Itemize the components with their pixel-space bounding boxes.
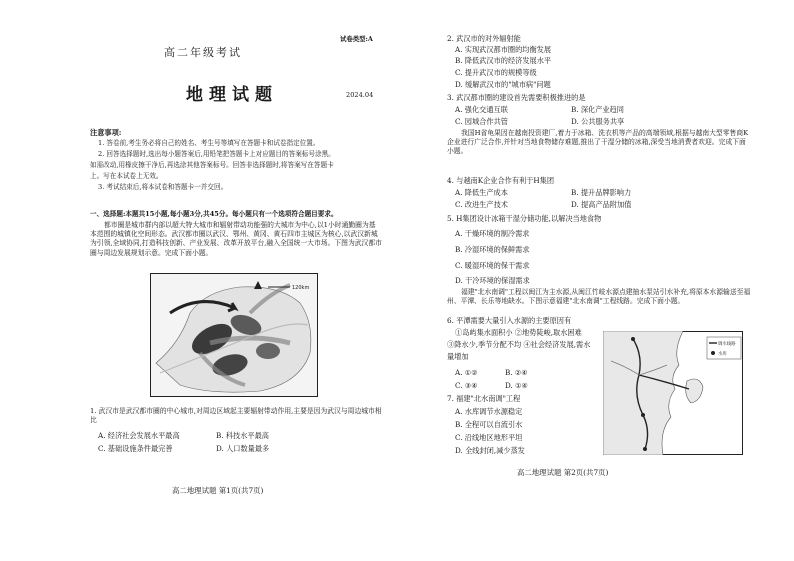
q2-option-c: C. 提升武汉市的规模等级 (455, 68, 537, 77)
q6-option-b: B. ②④ (505, 368, 528, 377)
q6-option-c: C. ③④ (455, 381, 478, 390)
q6-stem: 6. 平潭需要大量引入水源的主要原因有 (447, 316, 572, 325)
q5-option-c: C. 暖湿环境的保干需求 (455, 261, 530, 270)
q3-option-c: C. 园城合作共管 (455, 117, 508, 126)
q5-option-a: A. 干燥环境的制冷需求 (455, 229, 530, 238)
q5-stem: 5. H集团设计冰箱干湿分储功能,以解决当地食物 (447, 214, 602, 223)
footer-page-1: 高二地理试题 第1页(共7页) (172, 486, 264, 495)
page-right (397, 0, 794, 561)
q5-option-d: D. 干冷环境的保湿需求 (455, 276, 530, 285)
core-area-4 (256, 343, 280, 359)
q3-option-a: A. 强化交通互联 (455, 105, 508, 114)
q2-stem: 2. 武汉市的对外辐射能 (447, 34, 521, 43)
q2-option-a: A. 实现武汉都市圈的均衡发展 (455, 45, 552, 54)
legend-reservoir-label: 水库 (718, 352, 727, 357)
intro-passage-2: 我国H省龟果因在越南投资建厂,着力于冰箱、洗衣机等产品的高端领域,根据与越南大型零售商K企业进行广泛合作,并针对当地食物储存难题,推出了干湿分储的冰箱,深受当地消费者欢迎。完成下面小题。 (447, 129, 749, 156)
q3-option-b: B. 深化产业趋同 (571, 105, 624, 114)
q6-item-line-1: ①岛屿集水面积小 ②地势陡峻,取水困难 (455, 328, 582, 337)
reservoir-marker-3 (643, 447, 647, 451)
reservoir-marker-2 (641, 413, 645, 417)
q5-option-b: B. 冷湿环境的保鲜需求 (455, 245, 530, 254)
q3-option-d: D. 公共服务共享 (571, 117, 625, 126)
footer-page-2: 高二地理试题 第2页(共7页) (517, 468, 609, 477)
q6-option-d: D. ①④ (505, 381, 528, 390)
q7-option-b: B. 全程可以自流引水 (455, 420, 523, 429)
section-heading: 一、选择题:本题共15小题,每小题3分,共45分。每小题只有一个选项符合题目要求。 (90, 210, 338, 218)
exam-title: 高二年级考试 (164, 46, 242, 59)
q6-item-line-3: 量增加 (447, 352, 469, 361)
q4-option-d: D. 提高产品附加值 (571, 200, 632, 209)
intro-passage-3: 福建"北水南调"工程以闽江为主水源,从闽江竹岐水源点建抽水泵站引水补充,将原本水源输送至福州、平潭、长乐等地缺水。下图示意福建"北水南调"工程线路。完成下面小题。 (447, 288, 751, 306)
q7-option-d: D. 全线封闭,减少蒸发 (455, 446, 525, 455)
intro-passage-1: 都市圈是城市群内部以超大特大城市和辐射带动功能强的大城市为中心,以1小时通勤圈为基本范围的城镇化空间形态。武汉都市圈以武汉、鄂州、黄冈、黄石四市主城区为核心,以武汉新城为引领,全域协同,打造科技创新、产业发展、改革开放平台,融入全国统一大市场。下图为武汉都市圈与周边发展规划示意。完成下面小题。 (90, 221, 382, 257)
exam-date: 2024.04 (346, 91, 374, 99)
note-2-end: 上。写在本试卷上无效。 (90, 172, 163, 180)
note-3: 3. 考试结束后,将本试卷和答题卡一并交回。 (98, 183, 228, 191)
wuhan-map-svg (150, 273, 318, 397)
wuhan-metro-map (150, 273, 318, 397)
q1-stem: 1. 武汉市是武汉都市圈的中心城市,对周边区域起主要辐射带动作用,主要是因为武汉与周边城市相比 (90, 407, 382, 425)
notes-heading: 注意事项: (90, 128, 122, 137)
q1-option-a: A. 经济社会发展水平最高 (98, 431, 180, 440)
paper-type: 试卷类型:A (340, 35, 373, 43)
q1-option-d: D. 人口数量最多 (216, 444, 270, 453)
q6-option-a: A. ①② (455, 368, 478, 377)
fujian-diversion-map (603, 331, 743, 455)
note-2-cont: 如需改动,用橡皮擦干净后,再选涂其他答案标号。回答非选择题时,将答案写在答题卡 (90, 161, 334, 169)
q7-option-a: A. 水库调节水源稳定 (455, 407, 523, 416)
q1-option-c: C. 基础设施条件最完善 (98, 444, 173, 453)
q4-option-c: C. 改进生产技术 (455, 200, 508, 209)
q4-option-a: A. 降低生产成本 (455, 188, 508, 197)
q2-option-b: B. 降低武汉市的经济发展水平 (455, 56, 552, 65)
q1-option-b: B. 科技水平最高 (216, 431, 269, 440)
note-1: 1. 答卷前,考生务必将自己的姓名、考生号等填写在答题卡和试卷指定位置。 (98, 139, 320, 147)
q7-stem: 7. 福建"北水南调"工程 (447, 394, 521, 403)
q3-stem: 3. 武汉都市圈的建设首先需要积极推进的是 (447, 93, 586, 102)
fujian-map-svg (603, 331, 743, 455)
subject-title: 地理试题 (186, 85, 278, 105)
legend-route-label: 调水线路 (718, 342, 736, 347)
q7-option-c: C. 沿线地区地形平坦 (455, 433, 523, 442)
q2-option-d: D. 缓解武汉市的"城市病"问题 (455, 80, 551, 89)
q4-option-b: B. 提升品牌影响力 (571, 188, 632, 197)
q4-stem: 4. 与越南K企业合作有利于H集团 (447, 176, 555, 185)
note-2: 2. 回答选择题时,选出每小题答案后,用铅笔把答题卡上对应题目的答案标号涂黑。 (98, 150, 335, 158)
scale-label: 120km (292, 285, 310, 291)
reservoir-marker-1 (631, 337, 635, 341)
legend-reservoir-swatch (711, 351, 715, 355)
q6-item-line-2: ③降水少,季节分配不均 ④社会经济发展,需水 (447, 340, 591, 349)
